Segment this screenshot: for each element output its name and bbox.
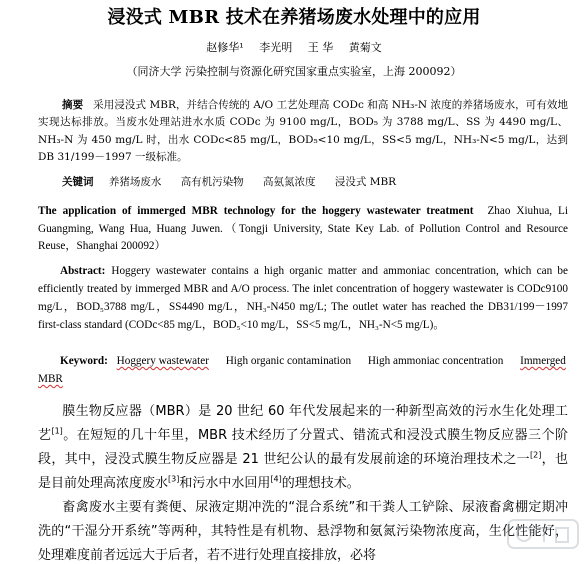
body-p1-part-e: 的理想技术。 bbox=[281, 476, 360, 491]
keyword-en-3: High ammoniac concentration bbox=[367, 355, 504, 367]
watermark-logo-icon bbox=[506, 514, 580, 554]
keyword-cn-2: 高有机污染物 bbox=[180, 176, 244, 188]
body-p1-part-d: 和污水中水回用 bbox=[179, 476, 271, 491]
citation-4: [4] bbox=[270, 474, 282, 484]
keyword-en-1: Hoggery wastewater bbox=[116, 355, 209, 367]
body-p2-text: 畜禽废水主要有粪便、尿液定期冲洗的“混合系统”和干粪人工铲除、尿液畜禽棚定期冲洗的“干湿分开系统”等两种，其特性是有机物、悬浮物和氨氮污染物浓度高，生化性能好，处理难度前者远远大于后者，若不进行处理直接排放，必将 bbox=[38, 500, 568, 563]
citation-3: [3] bbox=[168, 474, 180, 484]
english-title: The application of immerged MBR technology for the hoggery wastewater treatment bbox=[38, 205, 474, 217]
keywords-cn-label: 关键词 bbox=[62, 176, 94, 188]
citation-1: [1] bbox=[51, 426, 63, 436]
english-byline: Zhao Xiuhua, Li Guangming, Wang Hua, Huang Juwen.（Tongji University, State Key Lab. of Pollution Control and Resource Reuse，Shanghai 200092） bbox=[38, 205, 568, 252]
body-p1-part-b: 。在短短的几十年里，MBR 技术经历了分置式、错流式和浸没式膜生物反应器三个阶段，其中，浸没式膜生物反应器是 21 世纪公认的最有发展前途的环境治理技术之一 bbox=[38, 428, 568, 467]
keyword-cn-3: 高氨氮浓度 bbox=[263, 176, 316, 188]
abstract-cn bbox=[38, 97, 568, 167]
author-4: 黄菊文 bbox=[348, 41, 382, 54]
abstract-cn-label: 摘要 bbox=[62, 99, 84, 111]
author-2: 李光明 bbox=[259, 41, 293, 54]
keyword-cn-4: 浸没式 MBR bbox=[334, 176, 397, 188]
body-p1-part-c: ，也是目前处理高浓度废水 bbox=[38, 452, 568, 491]
keyword-en-2: High organic contamination bbox=[225, 355, 352, 367]
paper-title bbox=[0, 6, 588, 30]
body-paragraph-2 bbox=[38, 496, 568, 564]
abstract-en-label: Abstract: bbox=[60, 265, 106, 277]
abstract-en-text: Hoggery wastewater contains a high organic matter and ammoniac concentration, which can be efficiently treated by immerged MBR and A/O process. The inlet concentration of hoggery wastewater is CODc9100 mg/L，BOD₅3788 mg/L，SS4490 mg/L，NH₃-N450 mg/L; The outlet water has reached the DB31/199－1997 first-class standard (CODc<85 mg/L，BOD₅<10 mg/L，SS<5 mg/L，NH₃-N<5 mg/L)。 bbox=[38, 265, 568, 331]
author-1: 赵修华¹ bbox=[206, 41, 244, 54]
affiliation-text: （同济大学 污染控制与资源化研究国家重点实验室，上海 200092） bbox=[126, 65, 462, 78]
body-p1-part-a: 膜生物反应器（MBR）是 20 世纪 60 年代发展起来的一种新型高效的污水生化处理工艺 bbox=[38, 404, 568, 443]
abstract-en bbox=[38, 262, 568, 334]
affiliation bbox=[0, 64, 588, 80]
keywords-en-label: Keyword: bbox=[60, 355, 108, 367]
paper-title-text: 浸没式 MBR 技术在养猪场废水处理中的应用 bbox=[107, 7, 481, 28]
body-paragraph-1 bbox=[38, 400, 568, 496]
abstract-cn-text: 采用浸没式 MBR，并结合传统的 A/O 工艺处理高 CODc 和高 NH₃-N 浓度的养猪场废水，可有效地实现达标排放。当废水处理站进水水质 CODc 为 9100 mg/L，BOD₅ 为 3788 mg/L、SS 为 4490 mg/L、NH₃-N 为 450 mg/L 时，出水 CODc<85 mg/L，BOD₅<10 mg/L，SS<5 mg/L，NH₃-N<5 mg/L，达到 DB 31/199－1997 一级标准。 bbox=[38, 99, 569, 164]
keywords-en bbox=[38, 352, 568, 388]
keyword-cn-1: 养猪场废水 bbox=[108, 176, 162, 188]
citation-2: [2] bbox=[529, 450, 542, 460]
keywords-cn bbox=[62, 174, 562, 190]
author-list bbox=[0, 40, 588, 56]
keyword-en-4: Immerged MBR bbox=[38, 355, 566, 385]
author-3: 王 华 bbox=[307, 41, 334, 54]
english-title-block bbox=[38, 203, 568, 256]
